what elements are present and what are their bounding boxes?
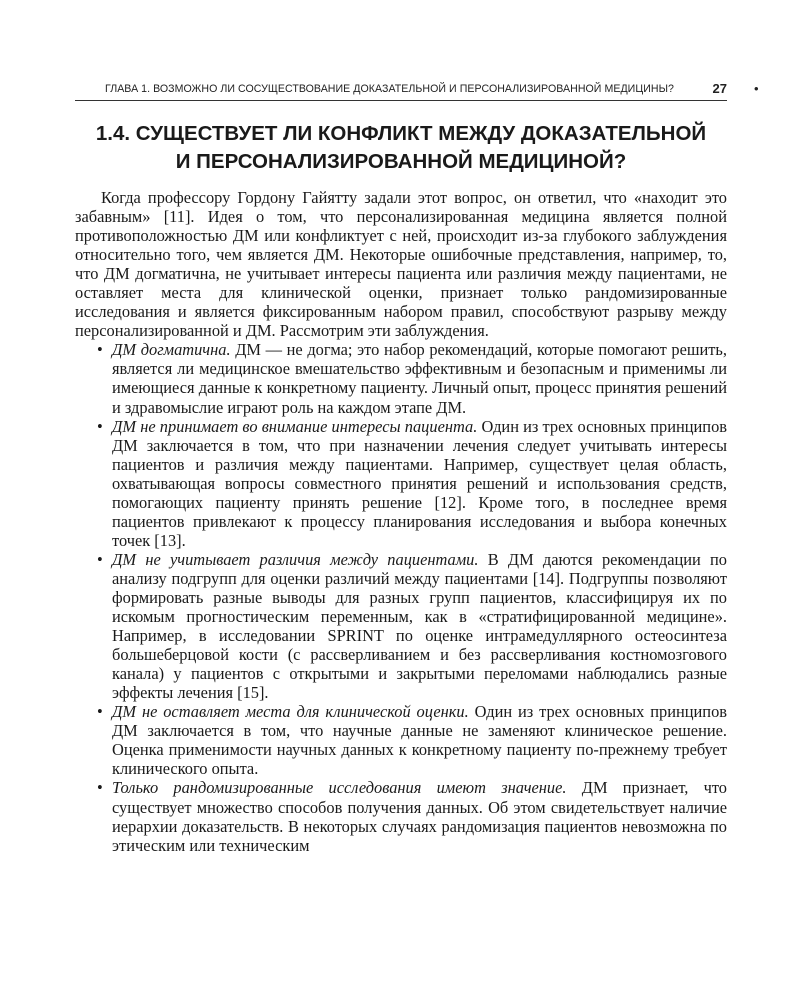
section-title-line-2: И ПЕРСОНАЛИЗИРОВАННОЙ МЕДИЦИНОЙ? (175, 150, 627, 173)
list-item-lead: ДМ не учитывает различия между пациентами. (112, 549, 479, 569)
list-item-text: В ДМ даются рекомендации по анализу подгрупп для оценки различий между пациентами [14]. Подгруппы позволяют формировать разные выводы для разных групп пациентов, классифицируя их по искомым прогностическим переменным, как в «стратифицированной медицине». Например, в исследовании SPRINT по оценке интрамедуллярного остеосинтеза большеберцовой кости (с рассверливанием и без рассверливания костномозгового канала) у пациентов с открытыми и закрытыми переломами наблюдались разные эффекты лечения [15]. (112, 549, 728, 703)
list-item (75, 550, 727, 702)
list-item-text: ДМ — не догма; это набор рекомендаций, которые помогают решить, является ли медицинское вмешательство эффективным и безопасным и применимы ли имеющиеся данные к конкретному пациенту. Личный опыт, процесс принятия решений и здравомыслие играют роль на каждом этапе ДМ. (112, 340, 727, 417)
list-item-lead: Только рандомизированные исследования имеют значение. (112, 778, 567, 798)
page-number: 27 (712, 81, 727, 96)
header-divider (75, 100, 727, 101)
section-title (75, 120, 727, 176)
body-text (75, 188, 727, 855)
list-item-text: ДМ признает, что существует множество способов получения данных. Об этом свидетельствует наличие иерархии доказательств. В некоторых случаях рандомизация пациентов невозможна по этическим или техническим (112, 778, 727, 855)
intro-paragraph: Когда профессору Гордону Гайятту задали этот вопрос, он ответил, что «находит это забавным» [11]. Идея о том, что персонализированная медицина является полной противоположностью ДМ или конфликтует с ней, происходит из-за глубокого заблуждения относительно того, чем является ДМ. Некоторые ошибочные представления, например, то, что ДМ догматична, не учитывает интересы пациента или различия между пациентами, не оставляет места для клинической оценки, признает только рандомизированные исследования и является фиксированным набором правил, способствуют разрыву между персонализированной и ДМ. Рассмотрим эти заблуждения. (75, 188, 727, 341)
list-item-lead: ДМ не оставляет места для клинической оценки. (112, 702, 469, 722)
running-title: ГЛАВА 1. ВОЗМОЖНО ЛИ СОСУЩЕСТВОВАНИЕ ДОКАЗАТЕЛЬНОЙ И ПЕРСОНАЛИЗИРОВАННОЙ МЕДИЦИНЫ? (105, 83, 674, 95)
list-item-lead: ДМ не принимает во внимание интересы пациента. (112, 416, 478, 436)
misconceptions-list (75, 340, 727, 854)
bullet-icon: • (97, 549, 103, 569)
list-item-text: Один из трех основных принципов ДМ заключается в том, что научные данные не заменяют клиническое решение. Оценка применимости научных данных к конкретному пациенту по-прежнему требует клинического опыта. (112, 702, 727, 779)
bullet-icon: • (97, 702, 103, 722)
list-item (75, 702, 727, 778)
list-item (75, 778, 727, 854)
running-header (75, 81, 759, 99)
list-item (75, 417, 727, 550)
bullet-icon: • (97, 416, 103, 436)
list-item-text: Один из трех основных принципов ДМ заключается в том, что при назначении лечения следует учитывать интересы пациентов и различия между пациентами. Например, существует целая область, охватывающая вопросы совместного принятия решений и использования средств, помогающих пациенту принять решение [12]. Кроме того, в последнее время пациентов привлекают к процессу планирования исследования и выбора конечных точек [13]. (112, 416, 728, 550)
list-item-lead: ДМ догматична. (112, 340, 231, 360)
list-item (75, 340, 727, 416)
header-bullet-icon: • (754, 81, 759, 96)
bullet-icon: • (97, 778, 103, 798)
bullet-icon: • (97, 340, 103, 360)
section-title-line-1: 1.4. СУЩЕСТВУЕТ ЛИ КОНФЛИКТ МЕЖДУ ДОКАЗАТЕЛЬНОЙ (95, 122, 707, 145)
